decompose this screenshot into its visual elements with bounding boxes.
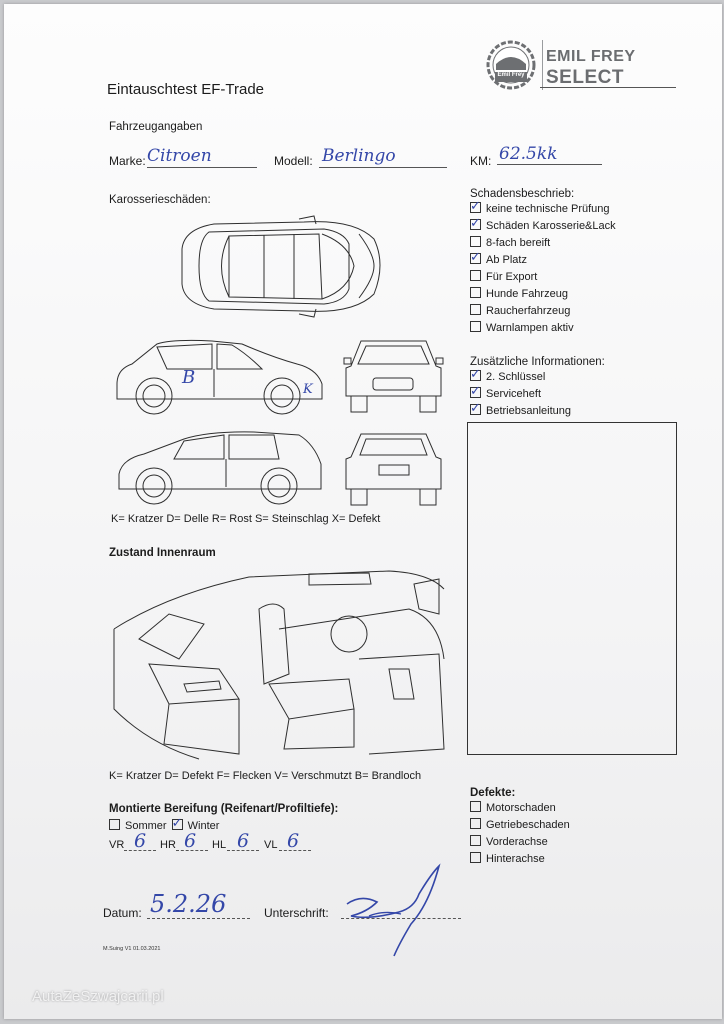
- body-damage-legend: K= Kratzer D= Delle R= Rost S= Steinschlag X= Defekt: [111, 513, 381, 525]
- car-top-view[interactable]: [174, 214, 389, 319]
- checkbox[interactable]: [470, 236, 481, 247]
- form-title: Eintauschtest EF-Trade: [107, 81, 265, 98]
- emil-frey-logo: [486, 40, 636, 92]
- damage-item-label: keine technische Prüfung: [486, 203, 610, 215]
- damage-item-label: Raucherfahrzeug: [486, 305, 571, 317]
- damage-item-label: Warnlampen aktiv: [486, 322, 574, 334]
- signature-drawing[interactable]: [339, 864, 449, 959]
- damage-item[interactable]: [470, 235, 616, 252]
- checkbox[interactable]: [470, 404, 481, 415]
- checkbox[interactable]: [470, 387, 481, 398]
- info-item[interactable]: [470, 369, 571, 386]
- checkbox[interactable]: [470, 835, 481, 846]
- model-label: Modell:: [274, 154, 313, 168]
- km-underline: [497, 164, 602, 165]
- date-label: Datum:: [103, 906, 142, 920]
- summer-label: Sommer: [125, 820, 167, 832]
- damage-description-list: [470, 201, 616, 337]
- defects-title: Defekte:: [470, 787, 516, 799]
- winter-checkbox[interactable]: [172, 819, 183, 830]
- damage-mark-k[interactable]: K: [303, 382, 313, 397]
- defect-item[interactable]: [470, 800, 570, 817]
- logo-line2: SELECT: [546, 67, 624, 88]
- car-left-side-view[interactable]: [112, 339, 327, 419]
- damage-item[interactable]: [470, 286, 616, 303]
- damage-item[interactable]: [470, 252, 616, 269]
- model-underline: [319, 167, 447, 168]
- checkbox[interactable]: [470, 321, 481, 332]
- body-damage-label: Karosserieschäden:: [109, 194, 211, 206]
- hl-underline: [227, 850, 259, 851]
- tires-title: Montierte Bereifung (Reifenart/Profiltiefe):: [109, 803, 339, 815]
- form-sheet: [4, 4, 722, 1019]
- damage-item[interactable]: [470, 320, 616, 337]
- vr-label: VR: [109, 839, 125, 851]
- checkbox[interactable]: [470, 287, 481, 298]
- defect-item-label: Hinterachse: [486, 853, 545, 865]
- km-label: KM:: [470, 154, 492, 168]
- checkbox[interactable]: [470, 852, 481, 863]
- defect-item[interactable]: [470, 851, 570, 868]
- damage-item[interactable]: [470, 218, 616, 235]
- km-value[interactable]: 62.5kk: [499, 144, 558, 164]
- make-label: Marke:: [109, 154, 146, 168]
- car-right-side-view[interactable]: [114, 429, 326, 509]
- form-version: M.Suing V1 01.03.2021: [103, 946, 161, 952]
- interior-diagram[interactable]: [109, 569, 449, 764]
- defect-item[interactable]: [470, 817, 570, 834]
- date-value[interactable]: 5.2.26: [150, 890, 227, 918]
- vr-value[interactable]: 6: [134, 830, 147, 852]
- interior-section-label: Zustand Innenraum: [109, 547, 216, 559]
- defects-list: [470, 800, 570, 868]
- info-item-label: Serviceheft: [486, 388, 542, 400]
- damage-mark-b[interactable]: B: [182, 367, 196, 388]
- logo-divider: [542, 40, 543, 90]
- tire-season-row: [109, 818, 219, 835]
- damage-item-label: Hunde Fahrzeug: [486, 288, 568, 300]
- damage-item[interactable]: [470, 269, 616, 286]
- signature-label: Unterschrift:: [264, 906, 329, 920]
- vr-underline: [124, 850, 156, 851]
- checkbox[interactable]: [470, 818, 481, 829]
- summer-checkbox[interactable]: [109, 819, 120, 830]
- vl-underline: [279, 850, 311, 851]
- defect-item-label: Motorschaden: [486, 802, 556, 814]
- defect-item-label: Getriebeschaden: [486, 819, 570, 831]
- make-underline: [147, 167, 257, 168]
- logo-badge-text: Emil Frey: [497, 72, 525, 78]
- interior-legend: K= Kratzer D= Defekt F= Flecken V= Verschmutzt B= Brandloch: [109, 770, 422, 782]
- info-item[interactable]: [470, 403, 571, 420]
- info-item-label: 2. Schlüssel: [486, 371, 546, 383]
- additional-info-list: [470, 369, 571, 420]
- checkbox[interactable]: [470, 219, 481, 230]
- vl-label: VL: [264, 839, 278, 851]
- damage-item-label: Schäden Karosserie&Lack: [486, 220, 616, 232]
- damage-item-label: Für Export: [486, 271, 538, 283]
- damage-description-title: Schadensbeschrieb:: [470, 188, 575, 200]
- info-item[interactable]: [470, 386, 571, 403]
- model-value[interactable]: Berlingo: [322, 146, 396, 166]
- damage-item-label: 8-fach bereift: [486, 237, 551, 249]
- make-value[interactable]: Citroen: [147, 146, 212, 166]
- hr-label: HR: [160, 839, 176, 851]
- winter-label: Winter: [187, 820, 220, 832]
- vl-value[interactable]: 6: [287, 830, 300, 852]
- car-front-view[interactable]: [341, 336, 446, 416]
- damage-item[interactable]: [470, 201, 616, 218]
- vehicle-section-label: Fahrzeugangaben: [109, 121, 203, 133]
- additional-info-title: Zusätzliche Informationen:: [470, 356, 605, 368]
- defect-item-label: Vorderachse: [486, 836, 548, 848]
- car-rear-view[interactable]: [341, 429, 446, 509]
- date-underline: [147, 918, 250, 919]
- checkbox[interactable]: [470, 304, 481, 315]
- checkbox[interactable]: [470, 202, 481, 213]
- hl-label: HL: [212, 839, 227, 851]
- logo-line1: EMIL FREY: [546, 48, 636, 65]
- damage-item-label: Ab Platz: [486, 254, 527, 266]
- damage-item[interactable]: [470, 303, 616, 320]
- hr-value[interactable]: 6: [184, 830, 197, 852]
- checkbox[interactable]: [470, 253, 481, 264]
- signature-underline: [341, 918, 461, 919]
- header-rule: [540, 87, 676, 88]
- emil-frey-badge-icon: [486, 40, 538, 92]
- checkbox[interactable]: [470, 270, 481, 281]
- checkbox[interactable]: [470, 370, 481, 381]
- notes-box[interactable]: [467, 422, 677, 755]
- watermark: AutaZeSzwajcarii.pl: [32, 988, 164, 1005]
- info-item-label: Betriebsanleitung: [486, 405, 572, 417]
- hl-value[interactable]: 6: [237, 830, 250, 852]
- hr-underline: [176, 850, 208, 851]
- checkbox[interactable]: [470, 801, 481, 812]
- defect-item[interactable]: [470, 834, 570, 851]
